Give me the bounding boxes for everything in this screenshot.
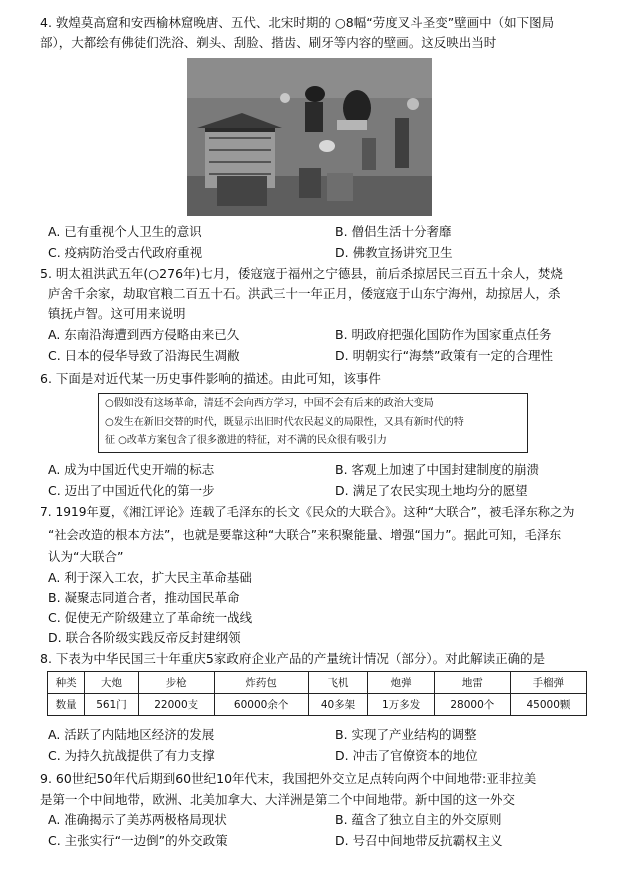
- table-header-cell: 飞机: [308, 672, 368, 694]
- table-cell: 45000颗: [510, 694, 586, 716]
- q4-stem-line1: 4. 敦煌莫高窟和安西榆林窟晚唐、五代、北宋时期的 ○8幅“劳度叉斗圣变”壁画中（如下图局: [40, 15, 555, 30]
- q9-option-b[interactable]: B. 蕴含了独立自主的外交原则: [335, 812, 502, 827]
- q9-stem-line1: 9. 60世纪50年代后期到60世纪10年代末，我国把外交立足点转向两个中间地带:亚非拉美: [40, 771, 537, 786]
- table-cell: 22000支: [138, 694, 214, 716]
- q5-option-b[interactable]: B. 明政府把强化国防作为国家重点任务: [335, 327, 552, 342]
- table-cell: 数量: [48, 694, 85, 716]
- q6-option-d[interactable]: D. 满足了农民实现土地均分的愿望: [335, 483, 528, 498]
- q7-stem-line2: “社会改造的根本方法”，也就是要靠这种“大联合”来积聚能量、增强“国力”。据此可知，毛泽东: [48, 528, 562, 542]
- q9-stem-line2: 是第一个中间地带，欧洲、北美加拿大、大洋洲是第二个中间地带。新中国的这一外交: [40, 792, 516, 807]
- q9-option-a[interactable]: A. 准确揭示了美苏两极格局现状: [48, 812, 227, 827]
- table-header-cell: 炸药包: [214, 672, 308, 694]
- q4-option-c[interactable]: C. 疫病防治受古代政府重视: [48, 245, 203, 260]
- mural-figure: [187, 58, 432, 216]
- q5-stem-line1: 5. 明太祖洪武五年(○276年)七月，倭寇寇于福州之宁德县，前后杀掠居民三百五十余人，焚烧: [40, 266, 563, 281]
- q6-option-c[interactable]: C. 迈出了中国近代化的第一步: [48, 483, 215, 498]
- q5-stem-line2: 庐舍千余家，劫取官粮二百五十石。洪武三十一年正月，倭寇寇于山东宁海州，劫掠居人，杀: [48, 286, 561, 301]
- q6-quote-line1: ○假如没有这场革命，清廷不会向西方学习，中国不会有后来的政治大变局: [105, 398, 434, 409]
- q4-option-d[interactable]: D. 佛教宣扬讲究卫生: [335, 245, 453, 260]
- q8-option-c[interactable]: C. 为持久抗战提供了有力支撑: [48, 748, 215, 763]
- table-cell: 28000个: [434, 694, 510, 716]
- q8-production-table: [47, 671, 587, 716]
- table-cell: 60000余个: [214, 694, 308, 716]
- q7-option-b[interactable]: B. 凝聚志同道合者，推动国民革命: [48, 590, 240, 605]
- q5-stem-line3: 镇抚卢智。这可用来说明: [48, 306, 186, 321]
- q8-option-b[interactable]: B. 实现了产业结构的调整: [335, 727, 477, 742]
- q7-stem-line1: 7. 1919年夏，《湘江评论》连载了毛泽东的长文《民众的大联合》。这种“大联合”，被毛泽东称之为: [40, 505, 575, 519]
- q9-option-d[interactable]: D. 号召中间地带反抗霸权主义: [335, 833, 503, 848]
- q5-option-c[interactable]: C. 日本的侵华导致了沿海民生凋敝: [48, 348, 240, 363]
- table-header-row: [48, 672, 587, 694]
- q7-option-a[interactable]: A. 利于深入工农，扩大民主革命基础: [48, 570, 252, 585]
- table-header-cell: 地雷: [434, 672, 510, 694]
- table-header-cell: 炮弹: [368, 672, 434, 694]
- q5-option-a[interactable]: A. 东南沿海遭到西方侵略由来已久: [48, 327, 240, 342]
- table-cell: 561门: [85, 694, 138, 716]
- q7-option-c[interactable]: C. 促使无产阶级建立了革命统一战线: [48, 610, 253, 625]
- q4-option-b[interactable]: B. 僧侣生活十分奢靡: [335, 224, 452, 239]
- q6-option-b[interactable]: B. 客观上加速了中国封建制度的崩溃: [335, 462, 540, 477]
- q5-option-d[interactable]: D. 明朝实行“海禁”政策有一定的合理性: [335, 348, 554, 363]
- q6-quote-box: [98, 393, 528, 453]
- q6-option-a[interactable]: A. 成为中国近代史开端的标志: [48, 462, 215, 477]
- table-header-cell: 手榴弹: [510, 672, 586, 694]
- q4-stem-line2: 部），大都绘有佛徒们洗浴、剃头、刮脸、揩齿、刷牙等内容的壁画。这反映出当时: [40, 35, 497, 50]
- q8-option-d[interactable]: D. 冲击了官僚资本的地位: [335, 748, 478, 763]
- table-header-cell: 种类: [48, 672, 85, 694]
- q8-option-a[interactable]: A. 活跃了内陆地区经济的发展: [48, 727, 215, 742]
- q7-option-d[interactable]: D. 联合各阶级实践反帝反封建纲领: [48, 630, 241, 645]
- mural-image: [187, 58, 432, 216]
- q6-quote-line2: ○发生在新旧交替的时代，既显示出旧时代农民起义的局限性，又具有新时代的特: [105, 417, 464, 428]
- q7-stem-line3: 认为“大联合”: [48, 549, 124, 564]
- table-row: [48, 694, 587, 716]
- table-header-cell: 步枪: [138, 672, 214, 694]
- table-header-cell: 大炮: [85, 672, 138, 694]
- table-cell: 40多架: [308, 694, 368, 716]
- table-cell: 1万多发: [368, 694, 434, 716]
- q4-option-a[interactable]: A. 已有重视个人卫生的意识: [48, 224, 202, 239]
- q6-quote-line3: 征 ○改革方案包含了很多激进的特征，对不满的民众很有吸引力: [105, 435, 387, 446]
- q8-stem: 8. 下表为中华民国三十年重庆5家政府企业产品的产量统计情况（部分）。对此解读正确的是: [40, 651, 546, 666]
- q6-stem: 6. 下面是对近代某一历史事件影响的描述。由此可知，该事件: [40, 371, 381, 386]
- q9-option-c[interactable]: C. 主张实行“一边倒”的外交政策: [48, 833, 228, 848]
